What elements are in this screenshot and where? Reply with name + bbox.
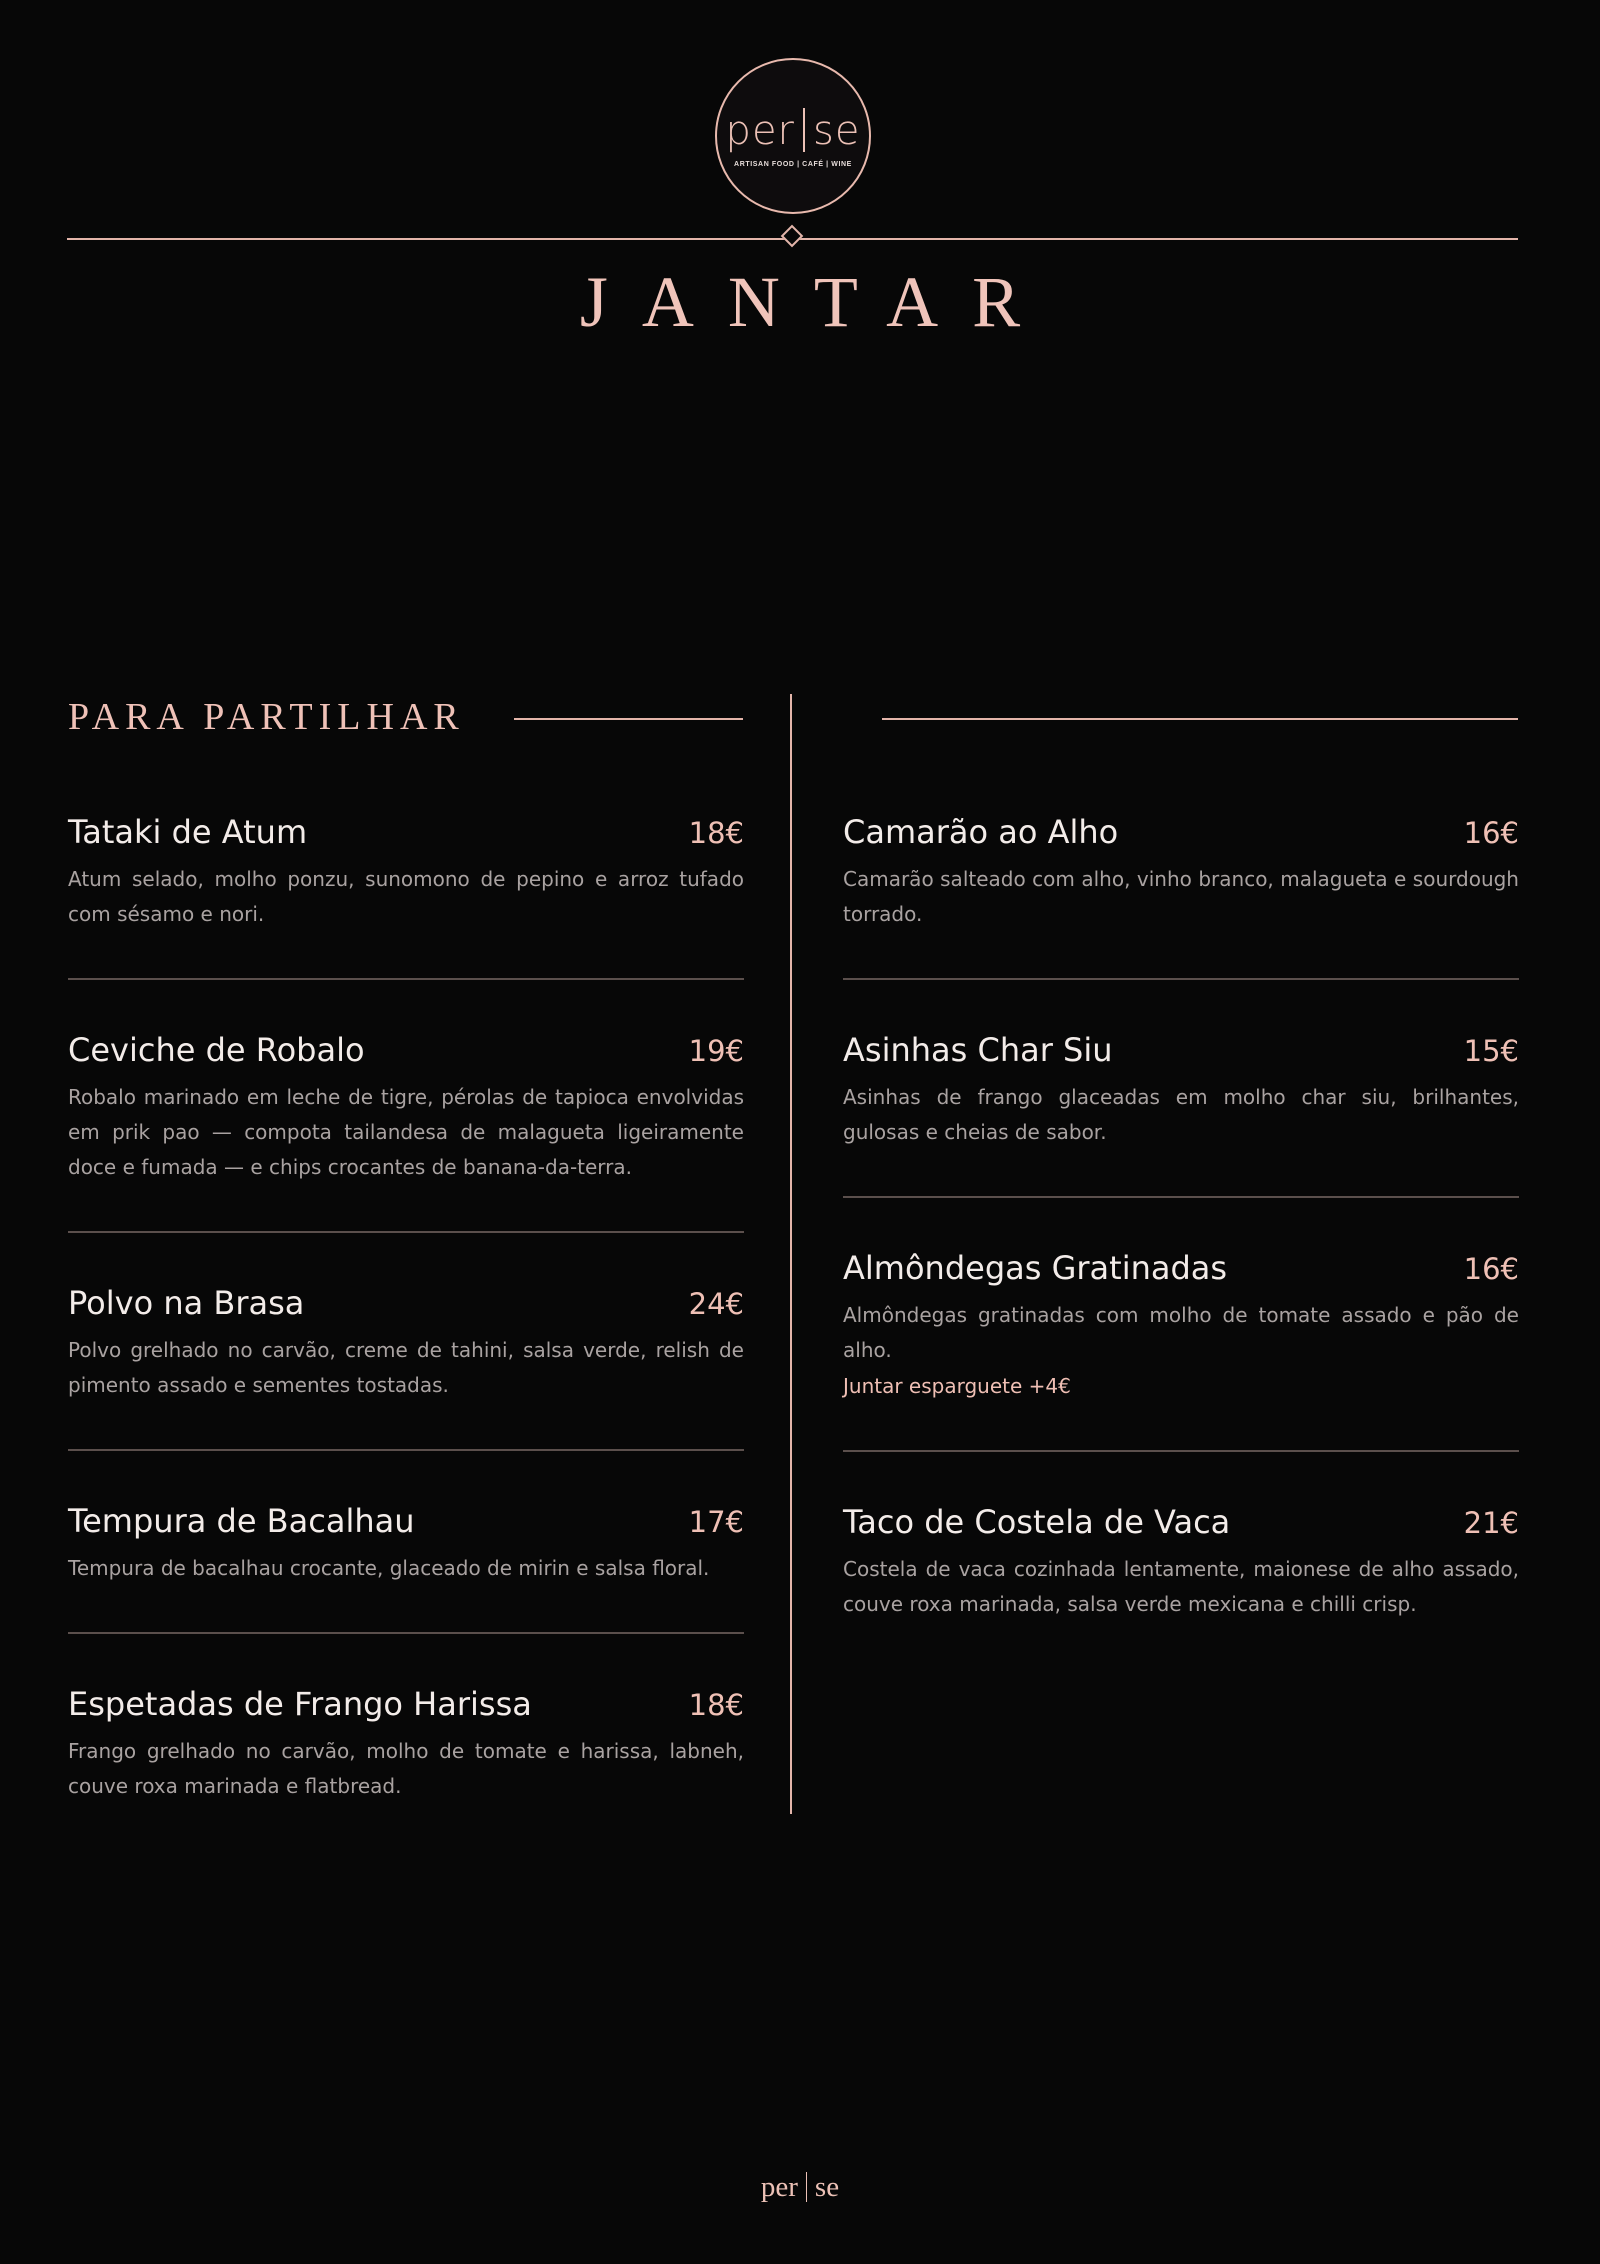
item-price: 16€ [1463,1252,1519,1286]
logo-tagline: ARTISAN FOOD | CAFÉ | WINE [734,161,852,168]
item-name: Tempura de Bacalhau [68,1502,415,1540]
item-name: Almôndegas Gratinadas [843,1249,1228,1287]
item-description: Asinhas de frango glaceadas em molho char siu, brilhantes, gulosas e cheias de sabor. [843,1085,1519,1144]
logo-text-left: per [725,108,795,154]
footer-logo-right: se [814,2171,840,2203]
item-name: Camarão ao Alho [843,813,1119,851]
section-title: PARA PARTILHAR [68,696,465,738]
footer-logo-bar [806,2172,807,2202]
item-name: Asinhas Char Siu [843,1031,1113,1069]
diamond-ornament-icon [781,225,804,248]
menu-column-right [843,810,1519,1622]
item-price: 19€ [688,1034,744,1068]
menu-item [68,1499,744,1586]
item-name: Taco de Costela de Vaca [843,1503,1231,1541]
logo-badge [715,58,871,214]
item-separator [68,1231,744,1233]
item-addon-note: Juntar esparguete +4€ [843,1374,1071,1398]
item-description: Polvo grelhado no carvão, creme de tahini, salsa verde, relish de pimento assado e sementes tostadas. [68,1338,744,1397]
logo-wordmark [717,108,869,152]
item-price: 18€ [688,816,744,850]
item-name: Tataki de Atum [68,813,308,851]
item-price: 24€ [688,1287,744,1321]
item-separator [843,978,1519,980]
item-price: 16€ [1463,816,1519,850]
item-description: Frango grelhado no carvão, molho de tomate e harissa, labneh, couve roxa marinada e flatbread. [68,1739,744,1798]
menu-item [68,810,744,932]
item-name: Ceviche de Robalo [68,1031,365,1069]
footer-logo-left: per [760,2171,798,2203]
item-description: Tempura de bacalhau crocante, glaceado de mirin e salsa floral. [68,1556,710,1580]
item-description: Atum selado, molho ponzu, sunomono de pepino e arroz tufado com sésamo e nori. [68,867,744,926]
item-separator [843,1196,1519,1198]
item-description: Robalo marinado em leche de tigre, pérolas de tapioca envolvidas em prik pao — compota tailandesa de malagueta ligeiramente doce e fumada — e chips crocantes de banana-da-terra. [68,1085,744,1179]
item-price: 17€ [688,1505,744,1539]
menu-column-left [68,810,744,1804]
menu-item [843,1246,1519,1404]
item-name: Espetadas de Frango Harissa [68,1685,532,1723]
item-separator [68,978,744,980]
menu-item [843,1500,1519,1622]
menu-item [68,1028,744,1185]
item-description: Almôndegas gratinadas com molho de tomate assado e pão de alho. [843,1303,1519,1362]
logo-divider-bar [803,108,805,152]
logo-text-right: se [813,108,861,154]
item-separator [843,1450,1519,1452]
menu-item [68,1682,744,1804]
menu-item [68,1281,744,1403]
item-price: 21€ [1463,1506,1519,1540]
item-price: 18€ [688,1688,744,1722]
item-separator [68,1449,744,1451]
item-description: Costela de vaca cozinhada lentamente, maionese de alho assado, couve roxa marinada, salsa verde mexicana e chilli crisp. [843,1557,1519,1616]
column-divider [790,694,792,1814]
section-rule-right [882,718,1518,720]
menu-item [843,810,1519,932]
item-separator [68,1632,744,1634]
page-title: JANTAR [579,262,1055,342]
footer-logo [0,2172,1600,2202]
item-description: Camarão salteado com alho, vinho branco, malagueta e sourdough torrado. [843,867,1519,926]
menu-item [843,1028,1519,1150]
section-rule-left [514,718,743,720]
item-name: Polvo na Brasa [68,1284,305,1322]
item-price: 15€ [1463,1034,1519,1068]
